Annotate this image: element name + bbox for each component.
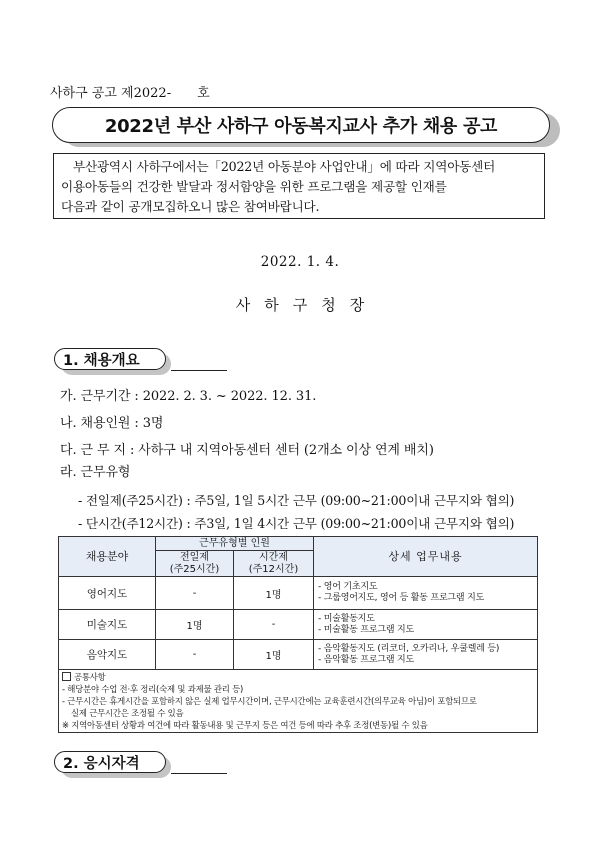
header-field: 채용분야 xyxy=(59,537,156,577)
notice-date: 2022. 1. 4. xyxy=(260,254,340,270)
table-row xyxy=(59,577,538,610)
checkbox-icon xyxy=(62,672,71,681)
work-type-fulltime: - 전일제(주25시간) : 주5일, 1일 5시간 근무 (09:00~21:00이내 근무지와 협의) xyxy=(78,493,515,508)
notice-number: 사하구 공고 제2022- 호 xyxy=(50,86,210,101)
issuing-office: 사하구청장 xyxy=(235,296,379,314)
recruitment-table xyxy=(58,536,538,733)
item-workplace: 다. 근 무 지 : 사하구 내 지역아동센터 센터 (2개소 이상 연계 배치) xyxy=(60,443,434,458)
table-row xyxy=(59,610,538,640)
table-row xyxy=(59,640,538,670)
fulltime-cell: - xyxy=(156,640,234,670)
detail-cell: - 음악활동지도 (리코더, 오카리나, 우쿨렐레 등) - 음악활동 프로그램 지도 xyxy=(314,640,538,670)
section-title: 2. 응시자격 xyxy=(54,751,166,773)
header-work-type: 근무유형별 인원 xyxy=(156,537,314,551)
item-headcount: 나. 채용인원 : 3명 xyxy=(60,416,164,431)
parttime-cell: 1명 xyxy=(234,577,314,610)
field-cell: 영어지도 xyxy=(59,577,156,610)
work-type-parttime: - 단시간(주12시간) : 주3일, 1일 4시간 근무 (09:00~21:00이내 근무지와 협의) xyxy=(78,516,515,531)
header-detail: 상세 업무내용 xyxy=(314,537,538,577)
parttime-cell: - xyxy=(234,610,314,640)
detail-cell: - 미술활동지도 - 미술활동 프로그램 지도 xyxy=(314,610,538,640)
fulltime-cell: - xyxy=(156,577,234,610)
document-title: 2022년 부산 사하구 아동복지교사 추가 채용 공고 xyxy=(52,107,550,143)
header-fulltime: 전일제 (주25시간) xyxy=(156,551,234,577)
divider xyxy=(171,773,227,774)
section-heading-1 xyxy=(54,348,170,374)
intro-line: 부산광역시 사하구에서는「2022년 아동분야 사업안내」에 따라 지역아동센터 xyxy=(73,159,496,174)
fulltime-cell: 1명 xyxy=(156,610,234,640)
parttime-cell: 1명 xyxy=(234,640,314,670)
notes-row xyxy=(59,670,538,733)
intro-line: 다음과 같이 공개모집하오니 많은 참여바랍니다. xyxy=(61,199,320,214)
item-work-type: 라. 근무유형 xyxy=(60,465,131,480)
item-work-period: 가. 근무기간 : 2022. 2. 3. ~ 2022. 12. 31. xyxy=(60,389,317,404)
section-heading-2 xyxy=(54,751,170,777)
common-notes: 공통사항 - 해당분야 수업 전·후 정리(숙제 및 과제물 관리 등) - 근무시간은 휴게시간을 포함하지 않은 실제 업무시간이며, 근무시간에는 교육훈련시간(의무교육 아님)이 포함되므로 실제 근무시간은 조정될 수 있음 ※ 지역아동센터 상황과 여건에 따라 활동내용 및 근무지 등은 여건 등에 따라 추후 조정(변동)될 수 있음 xyxy=(59,670,538,733)
section-title: 1. 채용개요 xyxy=(54,348,166,370)
field-cell: 미술지도 xyxy=(59,610,156,640)
title-banner xyxy=(52,107,550,143)
divider xyxy=(171,370,227,371)
detail-cell: - 영어 기초지도 - 그룹영어지도, 영어 등 활동 프로그램 지도 xyxy=(314,577,538,610)
field-cell: 음악지도 xyxy=(59,640,156,670)
header-parttime: 시간제 (주12시간) xyxy=(234,551,314,577)
intro-box xyxy=(53,153,545,219)
intro-line: 이용아동들의 건강한 발달과 정서함양을 위한 프로그램을 제공할 인재를 xyxy=(61,179,447,194)
